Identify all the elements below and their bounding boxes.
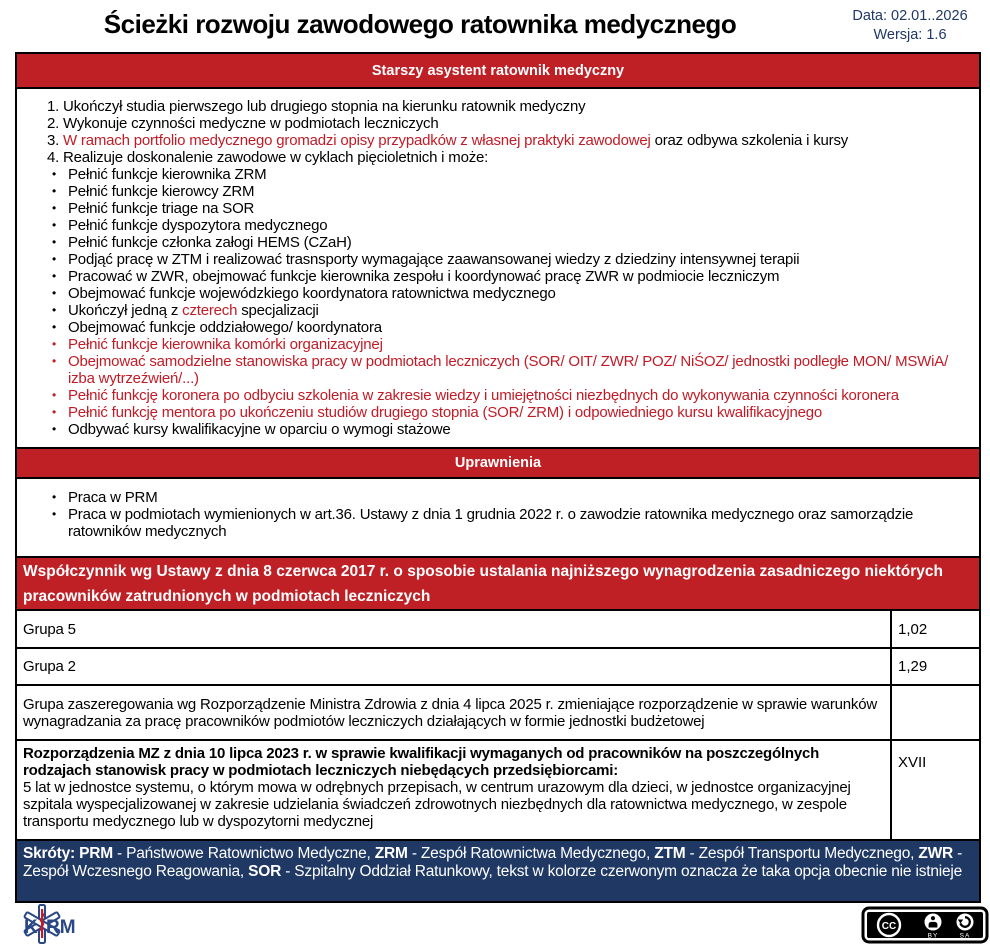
row-label-text: 5 lat w jednostce systemu, o którym mowa w odrębnych przepisach, w centrum urazowym dla dzieci, w jednostce organizacyjnej szpitala wyspecjalizowanej w zakresie udzielania świadczeń zdrowotnych niezbędnych dla ratownictwa medycznego, w zespole transportu medycznego lub w dyspozytorni medycznej [23, 779, 851, 830]
list-item [37, 166, 969, 183]
bullet-icon: • [52, 201, 57, 215]
item-text: Obejmować samodzielne stanowiska pracy w podmiotach leczniczych (SOR/ OIT/ ZWR/ POZ/ NiŚOZ/ jednostki podległe MON/ MSWiA/ izba wytrzeźwień/...) [68, 353, 949, 387]
ksrm-letter-k: K [24, 917, 38, 938]
list-item [37, 251, 969, 268]
abbreviation-text: - Państwowe Ratownictwo Medyczne, [112, 845, 375, 862]
list-item [37, 98, 969, 115]
section-header-starszy-asystent: Starszy asystent ratownik medyczny [17, 54, 979, 89]
item-text: Pełnić funkcje kierowcy ZRM [68, 183, 255, 200]
abbreviation-term: Skróty: PRM [23, 845, 113, 862]
list-item [37, 387, 969, 404]
list-item [37, 234, 969, 251]
item-text: W ramach portfolio medycznego gromadzi opisy przypadków z własnej praktyki zawodowej oraz odbywa szkolenia i kursy [63, 132, 849, 149]
list-item [37, 149, 969, 166]
cc-by-icon [925, 914, 942, 931]
list-item [37, 489, 969, 506]
item-text: Obejmować funkcje oddziałowego/ koordynatora [68, 319, 382, 336]
item-text: Odbywać kursy kwalifikacyjne w oparciu o wymogi stażowe [68, 421, 451, 438]
list-item [37, 183, 969, 200]
row-value [890, 686, 979, 739]
list-item [37, 302, 969, 319]
abbreviations-footer [17, 841, 979, 901]
list-item [37, 285, 969, 302]
bullet-icon: • [52, 167, 57, 181]
item-text: Pełnić funkcje kierownika ZRM [68, 166, 267, 183]
bullet-icon: • [52, 320, 57, 334]
abbreviation-term: ZRM [374, 845, 408, 862]
row-value: 1,02 [890, 611, 979, 647]
item-text: Pełnić funkcję koronera po odbyciu szkolenia w zakresie wiedzy i umiejętności niezbędnych do wykonywania czynności koronera [68, 387, 899, 404]
list-item [37, 115, 969, 132]
section-header-uprawnienia: Uprawnienia [17, 447, 979, 479]
list-item [37, 200, 969, 217]
role-description-list [17, 89, 979, 447]
ksrm-logo [16, 903, 78, 945]
list-item [37, 404, 969, 421]
row-label: Grupa 2 [23, 658, 76, 675]
document-header [0, 0, 990, 52]
item-text: Praca w PRM [68, 489, 158, 506]
cc-logo-text: CC [881, 920, 897, 932]
abbreviation-term: SOR [248, 862, 282, 880]
item-number: 2. [47, 115, 60, 132]
row-value: 1,29 [890, 649, 979, 684]
item-number: 3. [47, 132, 60, 149]
item-text: Wykonuje czynności medyczne w podmiotach leczniczych [63, 115, 439, 132]
cc-sa-icon [957, 914, 974, 931]
abbreviation-text: - Zespół Ratownictwa Medycznego, [407, 845, 655, 862]
list-item [37, 353, 969, 387]
item-text: Ukończył jedną z czterech specjalizacji [68, 302, 319, 319]
table-row-grupa-5 [17, 611, 979, 649]
cc-sa-label: SA [959, 932, 971, 940]
row-label: Grupa 5 [23, 620, 76, 638]
item-text: Pełnić funkcje triage na SOR [68, 200, 255, 217]
table-row-grupa-zaszeregowania [17, 686, 979, 741]
bullet-icon: • [52, 354, 57, 368]
item-text: Pełnić funkcje kierownika komórki organizacyjnej [68, 336, 383, 353]
item-text: Ukończył studia pierwszego lub drugiego stopnia na kierunku ratownik medyczny [63, 98, 586, 115]
item-text: Praca w podmiotach wymienionych w art.36. Ustawy z dnia 1 grudnia 2022 r. o zawodzie ratownika medycznego oraz samorządzie ratowników medycznych [68, 506, 914, 540]
list-item [37, 421, 969, 438]
bullet-icon: • [52, 490, 57, 504]
list-item [37, 132, 969, 149]
page-title: Ścieżki rozwoju zawodowego ratownika medycznego [103, 9, 737, 39]
version-label: Wersja: 1.6 [873, 27, 947, 43]
permissions-list [17, 479, 979, 556]
list-item [37, 268, 969, 285]
row-label-bold: Rozporządzenia MZ z dnia 10 lipca 2023 r. w sprawie kwalifikacji wymaganych od pracowników na poszczególnych rodzajach stanowisk pracy w podmiotach leczniczych niebędących przedsiębiorcami: [23, 745, 820, 779]
wage-coefficient-header: Współczynnik wg Ustawy z dnia 8 czerwca 2017 r. o sposobie ustalania najniższego wynagrodzenia zasadniczego niektórych pracowników zatrudnionych w podmiotach leczniczych [17, 556, 979, 611]
row-label: Grupa zaszeregowania wg Rozporządzenie Ministra Zdrowia z dnia 4 lipca 2025 r. zmieniające rozporządzenie w sprawie warunków wynagradzania za pracę pracowników podmiotów leczniczych działających w formie jednostki budżetowej [23, 695, 877, 730]
row-value: XVII [890, 741, 979, 839]
item-text: Obejmować funkcje wojewódzkiego koordynatora ratownictwa medycznego [68, 285, 556, 302]
ksrm-letters-rm: RM [46, 917, 76, 938]
bullet-icon: • [52, 507, 57, 521]
cc-by-label: BY [927, 932, 939, 940]
bullet-icon: • [52, 405, 57, 419]
bullet-icon: • [52, 337, 57, 351]
item-text: Pełnić funkcje dyspozytora medycznego [68, 217, 328, 234]
item-text: Pracować w ZWR, obejmować funkcje kierownika zespołu i koordynować pracę ZWR w podmiocie leczniczym [68, 268, 780, 285]
date-label: Data: 02.01..2026 [852, 8, 968, 24]
abbreviation-text: - Zespół Transportu Medycznego, [685, 845, 919, 862]
list-item [37, 217, 969, 234]
bullet-icon: • [52, 286, 57, 300]
cc-by-sa-badge [861, 906, 989, 944]
list-item [37, 336, 969, 353]
bullet-icon: • [52, 303, 57, 317]
item-text: Realizuje doskonalenie zawodowe w cyklach pięcioletnich i może: [63, 149, 489, 166]
bullet-icon: • [52, 218, 57, 232]
abbreviation-text: - Zespół Wczesnego Reagowania, [23, 845, 963, 880]
abbreviation-term: ZWR [918, 845, 954, 862]
bullet-icon: • [52, 388, 57, 402]
item-text: Pełnić funkcję mentora po ukończeniu studiów drugiego stopnia (SOR/ ZRM) i odpowiedniego kursu kwalifikacyjnego [68, 404, 823, 421]
bullet-icon: • [52, 184, 57, 198]
row-label [17, 741, 890, 839]
table-row-grupa-2 [17, 649, 979, 686]
item-text: Podjąć pracę w ZTM i realizować trasnsporty wymagające zaawansowanej wiedzy z dziedziny intensywnej terapii [68, 251, 800, 268]
abbreviation-term: ZTM [654, 845, 686, 862]
item-number: 1. [47, 98, 60, 115]
abbreviation-text: - Szpitalny Oddział Ratunkowy, tekst w kolorze czerwonym oznacza że taka opcja obecnie nie istnieje [281, 862, 963, 880]
date-version-block [834, 7, 986, 45]
list-item [37, 506, 969, 540]
list-item [37, 319, 969, 336]
bullet-icon: • [52, 269, 57, 283]
bullet-icon: • [52, 252, 57, 266]
bullet-icon: • [52, 235, 57, 249]
main-table [15, 52, 981, 903]
item-text: Pełnić funkcje członka załogi HEMS (CZaH) [68, 234, 352, 251]
bullet-icon: • [52, 422, 57, 436]
item-number: 4. [47, 149, 60, 166]
table-row-rozporzadzenie-mz [17, 741, 979, 841]
